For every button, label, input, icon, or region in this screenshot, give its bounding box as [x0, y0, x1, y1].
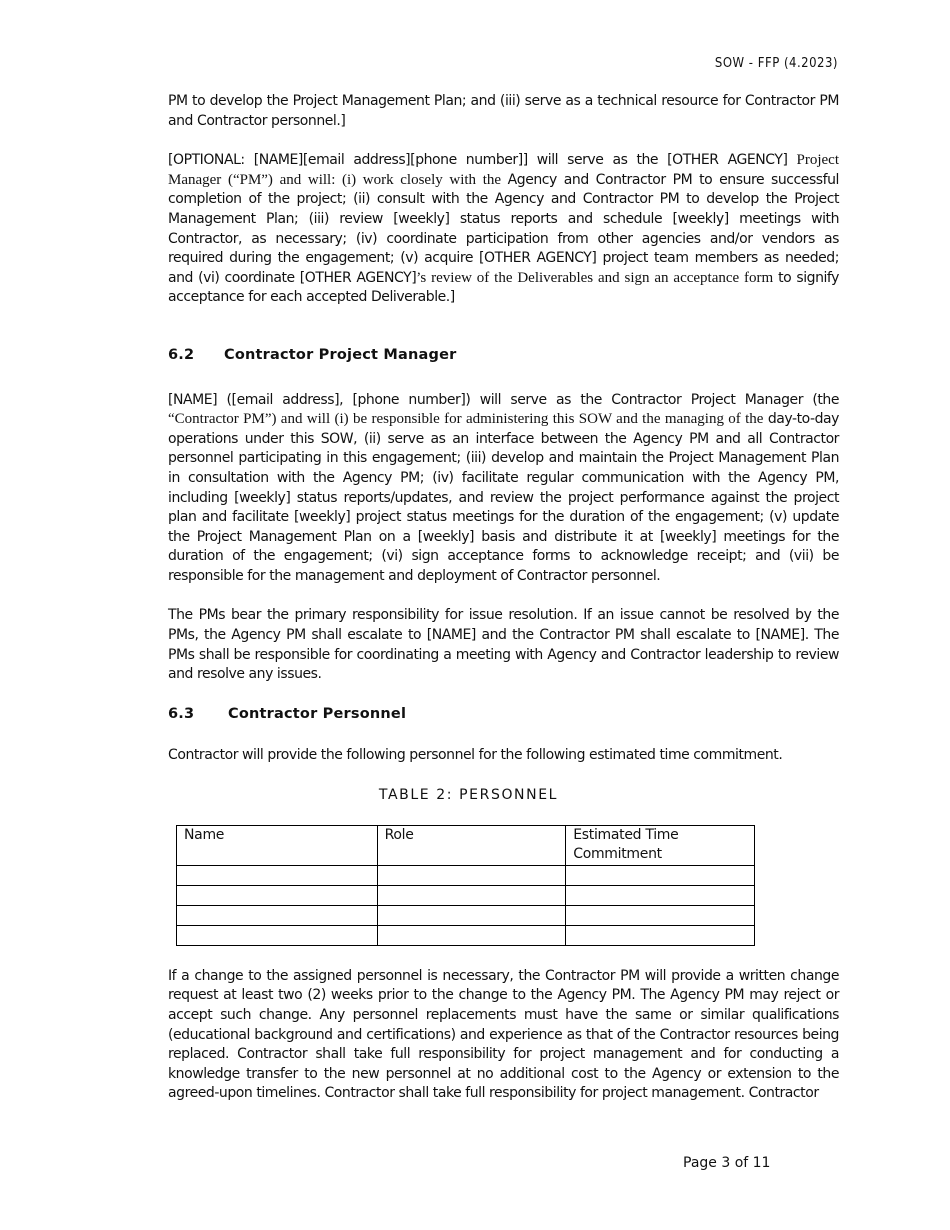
optional-agency-pm-paragraph: [168, 151, 839, 308]
table-cell-name: [177, 885, 378, 905]
contractor-pm-text-1: [NAME] ([email address], [phone number]) will serve as the Contractor Project Manager (the: [168, 391, 839, 408]
optional-text-1: [OPTIONAL: [NAME][email address][phone number]] will serve as the [OTHER AGENCY]: [168, 152, 797, 169]
personnel-table: [176, 825, 755, 946]
section-number: 6.3: [168, 705, 195, 722]
document-body: [168, 92, 839, 1104]
section-6-3-heading: [168, 705, 839, 725]
section-number: 6.2: [168, 346, 195, 363]
column-header-name: Name: [177, 825, 378, 865]
table-row: [177, 865, 755, 885]
table-cell-role: [377, 865, 566, 885]
table-cell-role: [377, 905, 566, 925]
escalation-paragraph: The PMs bear the primary responsibility for issue resolution. If an issue cannot be resolved by the PMs, the Agency PM shall escalate to [NAME] and the Contractor PM shall escalate to [NAME]. The PMs shall be responsible for coordinating a meeting with Agency and Contractor leadership to review and resolve any issues.: [168, 607, 839, 683]
section-6-2-heading: [168, 346, 839, 366]
table-row: [177, 925, 755, 945]
optional-text-3: Agency and Contractor PM to ensure successful completion of the project; (ii) consult with the Agency and Contractor PM to develop the Project Management Plan; (iii) review [weekly] status reports and schedule [weekly] meetings with Contractor, as necessary; (iv) coordinate participation from other agencies and/or vendors as required during the engagement; (v) acquire [OTHER AGENCY] project team members as needed; and (vi) coordinate [OTHER AGENCY]: [168, 171, 839, 286]
table-caption: TABLE 2: PERSONNEL: [378, 787, 559, 804]
table-row: [177, 905, 755, 925]
table-cell-time: [566, 865, 755, 885]
personnel-change-paragraph: If a change to the assigned personnel is necessary, the Contractor PM will provide a written change request at least two (2) weeks prior to the change to the Agency PM. The Agency PM may reject or accept such change. Any personnel replacements must have the same or similar qualifications (educational background and certifications) and experience as that of the Contractor resources being replaced. Contractor shall take full responsibility for project management and for conducting a knowledge transfer to the new personnel at no additional cost to the Agency or extension to the agreed-upon timelines. Contractor shall take full responsibility for project management. Contractor: [168, 967, 839, 1102]
table-row: [177, 885, 755, 905]
section-title: Contractor Project Manager: [224, 346, 457, 363]
table-header-row: [177, 825, 755, 865]
optional-text-4: ’s review of the Deliverables and sign an acceptance form: [416, 269, 779, 286]
table-cell-time: [566, 905, 755, 925]
contractor-pm-text-2: “Contractor PM”) and will (i) be responsible for administering this SOW and the managing of the: [168, 411, 768, 428]
column-header-time-commitment: Estimated Time Commitment: [566, 825, 755, 865]
column-header-role: Role: [377, 825, 566, 865]
table-cell-name: [177, 865, 378, 885]
contractor-pm-text-3: day-to-day operations under this SOW, (ii) serve as an interface between the Agency PM and all Contractor personnel participating in this engagement; (iii) develop and maintain the Project Management Plan in consultation with the Agency PM; (iv) facilitate regular communication with the Agency PM, including [weekly] status reports/updates, and review the project performance against the project plan and facilitate [weekly] project status meetings for the duration of the engagement; (v) update the Project Management Plan on a [weekly] basis and distribute it at [weekly] meetings for the duration of the engagement; (vi) sign acceptance forms to acknowledge receipt; and (vii) be responsible for the management and deployment of Contractor personnel.: [168, 411, 839, 584]
table-cell-name: [177, 905, 378, 925]
table-cell-time: [566, 885, 755, 905]
table-cell-time: [566, 925, 755, 945]
page-number: Page 3 of 11: [683, 1155, 771, 1171]
personnel-table-wrapper: [176, 825, 839, 946]
document-header-id: SOW - FFP (4.2023): [714, 56, 838, 71]
personnel-intro-paragraph: Contractor will provide the following personnel for the following estimated time commitment.: [168, 747, 783, 764]
optional-text-5: to signify acceptance for each accepted Deliverable.]: [168, 269, 839, 306]
section-title: Contractor Personnel: [228, 705, 407, 722]
table-cell-role: [377, 925, 566, 945]
optional-text-2: Project Manager (“PM”) and will: (i) work closely with the: [168, 152, 839, 188]
table-cell-name: [177, 925, 378, 945]
continued-paragraph: PM to develop the Project Management Plan; and (iii) serve as a technical resource for Contractor PM and Contractor personnel.]: [168, 93, 839, 129]
table-cell-role: [377, 885, 566, 905]
contractor-pm-paragraph: [168, 391, 839, 587]
